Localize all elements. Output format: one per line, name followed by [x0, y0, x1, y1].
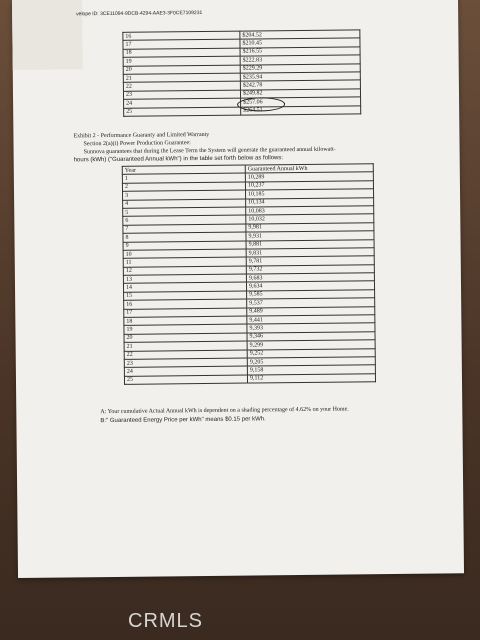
- watermark: CRMLS: [128, 610, 204, 632]
- year-cell: 12: [123, 266, 246, 276]
- value-cell: 10,185: [246, 189, 374, 199]
- value-cell: $216.55: [240, 47, 360, 57]
- year-cell: 25: [124, 375, 247, 385]
- guarantee-text-line2: hours (kWh) ("Guaranteed Annual kWh") in the table set forth below as follows:: [73, 155, 284, 164]
- section-title: Section 2(a)(i) Power Production Guarantee:: [83, 140, 191, 148]
- note-b: B:" Guaranteed Energy Price per kWh" means $0.15 per kWh.: [100, 416, 266, 425]
- value-cell: 9,537: [247, 298, 375, 308]
- value-cell: 9,112: [247, 373, 375, 383]
- value-cell: 9,585: [247, 290, 375, 300]
- year-cell: 18: [124, 316, 247, 326]
- value-cell: $210.45: [240, 38, 360, 48]
- value-cell: $242.78: [240, 80, 360, 90]
- year-cell: 9: [123, 241, 246, 251]
- year-cell: 11: [123, 257, 246, 267]
- value-cell: 9,683: [246, 273, 374, 283]
- year-cell: 7: [123, 224, 246, 234]
- note-a: A: Your cumulative Actual Annual kWh is dependent on a shading percentage of 4.62% on your Home.: [100, 406, 349, 416]
- year-cell: 2: [122, 182, 245, 192]
- value-cell: 9,252: [247, 348, 375, 358]
- value-cell: 9,299: [247, 340, 375, 350]
- envelope-id: velope ID: 3CE11094-9DCB-4294-AAE3-3F0CE7109231: [76, 10, 203, 18]
- value-cell: $249.82: [240, 89, 360, 99]
- year-cell: 14: [123, 283, 246, 293]
- year-cell: 13: [123, 274, 246, 284]
- year-cell: 1: [122, 173, 245, 183]
- year-cell: 10: [123, 249, 246, 259]
- document-page: [12, 0, 464, 578]
- year-cell: 19: [123, 56, 240, 66]
- value-cell: 10,237: [245, 181, 373, 191]
- year-cell: 8: [123, 232, 246, 242]
- value-cell: $222.83: [240, 55, 360, 65]
- year-cell: 24: [124, 98, 241, 108]
- value-cell: 10,134: [246, 197, 374, 207]
- value-cell: 9,205: [247, 357, 375, 367]
- value-cell: 9,781: [246, 256, 374, 266]
- value-cell: 9,931: [246, 231, 374, 241]
- value-cell: 9,634: [246, 281, 374, 291]
- year-cell: 18: [123, 48, 240, 58]
- year-cell: 22: [123, 81, 240, 91]
- year-cell: 23: [124, 358, 247, 368]
- year-cell: 20: [124, 333, 247, 343]
- year-cell: 23: [123, 90, 240, 100]
- value-cell: 9,831: [246, 248, 374, 258]
- page-corner: [12, 0, 83, 70]
- year-cell: 19: [124, 324, 247, 334]
- guarantee-text-line1: Sunnova guarantees that during the Lease Term the System will generate the guaranteed annual kilowatt-: [83, 146, 336, 156]
- header-year: Year: [122, 165, 245, 175]
- year-cell: 25: [124, 107, 241, 117]
- year-cell: 4: [123, 199, 246, 209]
- value-cell: 9,346: [247, 332, 375, 342]
- value-cell: 10,289: [245, 172, 373, 182]
- guaranteed-kwh-table: [122, 163, 376, 385]
- value-cell: 9,732: [246, 264, 374, 274]
- year-cell: 22: [124, 350, 247, 360]
- value-cell: $204.52: [240, 30, 360, 40]
- value-cell: $235.94: [240, 72, 360, 82]
- value-cell: $229.29: [240, 63, 360, 73]
- year-cell: 3: [123, 190, 246, 200]
- value-cell: 9,393: [247, 323, 375, 333]
- year-cell: 6: [123, 215, 246, 225]
- value-cell: 9,881: [246, 239, 374, 249]
- year-cell: 21: [124, 341, 247, 351]
- year-cell: 16: [123, 31, 240, 41]
- year-cell: 24: [124, 366, 247, 376]
- value-cell: 10,032: [246, 214, 374, 224]
- exhibit-title: Exhibit 2 - Performance Guaranty and Limited Warranty: [73, 131, 210, 140]
- value-cell: 9,441: [247, 315, 375, 325]
- year-cell: 17: [124, 308, 247, 318]
- year-cell: 20: [123, 65, 240, 75]
- year-cell: 16: [124, 299, 247, 309]
- value-cell: 9,981: [246, 222, 374, 232]
- table-row: [124, 373, 375, 384]
- value-cell: 10,083: [246, 206, 374, 216]
- year-cell: 5: [123, 207, 246, 217]
- value-cell: $264.51: [241, 105, 361, 115]
- value-cell: 9,158: [247, 365, 375, 375]
- year-cell: 17: [123, 40, 240, 50]
- year-cell: 21: [123, 73, 240, 83]
- value-cell: $257.06: [241, 97, 361, 107]
- header-kwh: Guaranteed Annual kWh: [245, 164, 373, 174]
- value-cell: 9,489: [247, 306, 375, 316]
- year-cell: 15: [124, 291, 247, 301]
